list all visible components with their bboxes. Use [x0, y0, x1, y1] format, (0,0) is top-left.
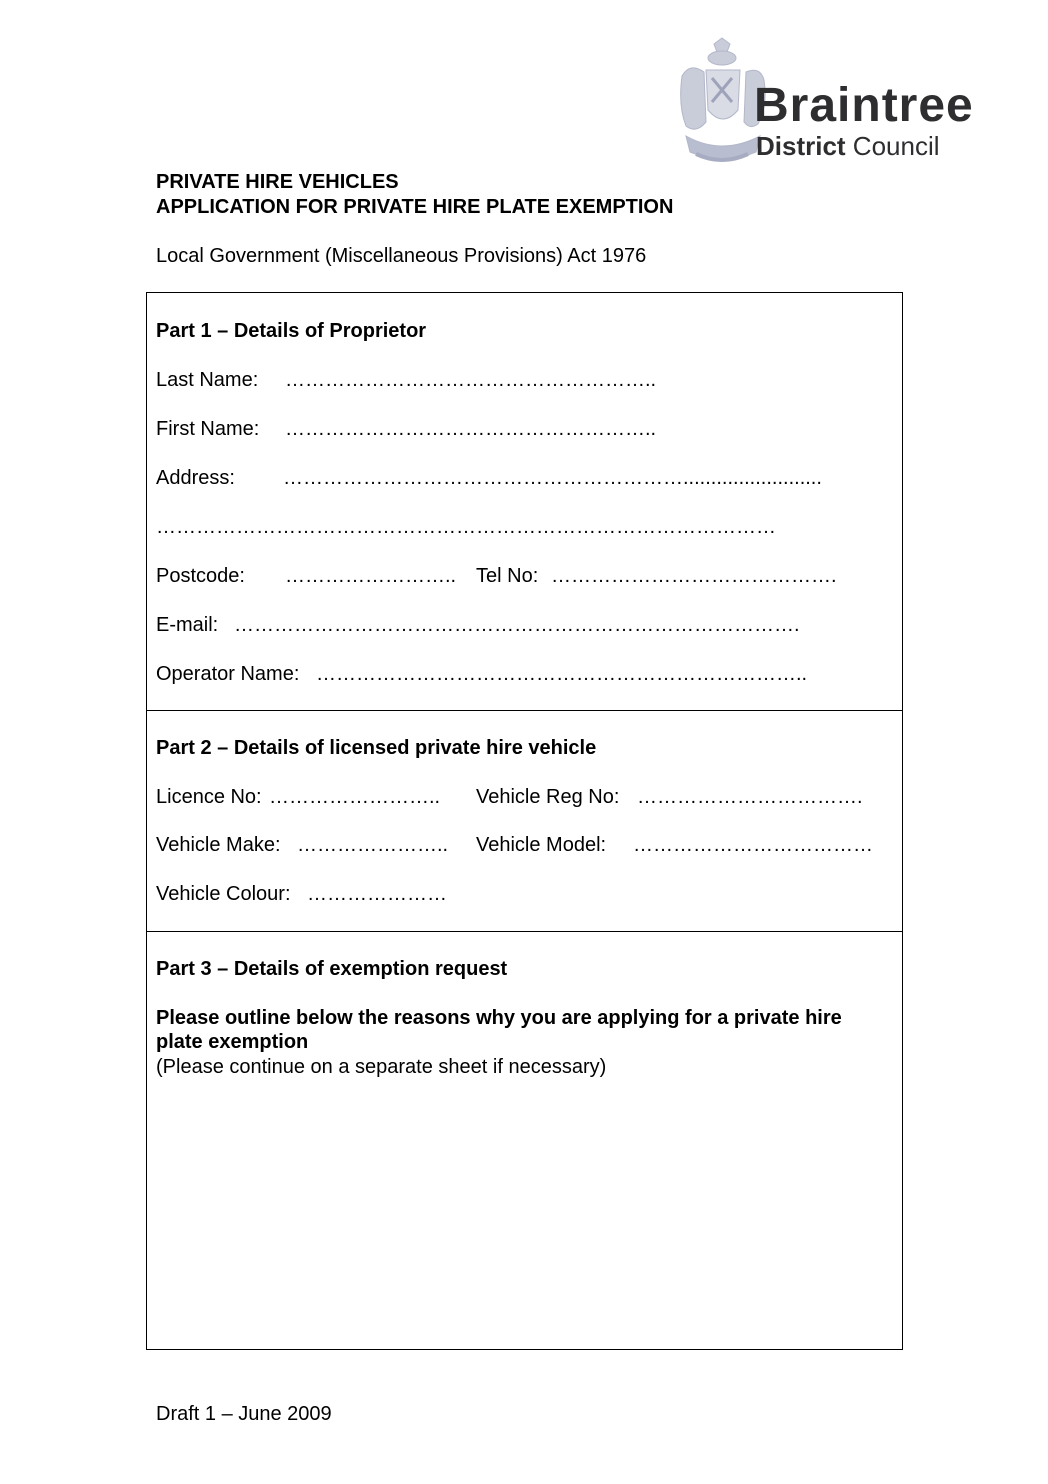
tel-label: Tel No:: [476, 565, 539, 587]
last-name-field[interactable]: ………………………………………………..: [285, 369, 657, 391]
vehicle-make-field[interactable]: …………………..: [297, 834, 449, 856]
legislation-reference: Local Government (Miscellaneous Provisions) Act 1976: [156, 245, 647, 267]
address-field[interactable]: …………………………………………………….........................: [283, 467, 822, 489]
licence-no-field[interactable]: ……………………..: [269, 786, 441, 808]
address-label: Address:: [156, 467, 235, 489]
part3-title: Part 3 – Details of exemption request: [156, 958, 508, 980]
exemption-reason-area[interactable]: [156, 1087, 891, 1337]
part2-title: Part 2 – Details of licensed private hire vehicle: [156, 737, 597, 759]
part1-title: Part 1 – Details of Proprietor: [156, 320, 427, 342]
vehicle-model-field[interactable]: ………………………………: [633, 834, 873, 856]
part2-section: [146, 710, 903, 932]
operator-name-label: Operator Name:: [156, 663, 300, 685]
last-name-label: Last Name:: [156, 369, 259, 391]
form-heading: [156, 170, 673, 220]
logo-sub-bold: District: [756, 131, 846, 161]
logo-name: Braintree: [754, 79, 974, 132]
heading-line-2: APPLICATION FOR PRIVATE HIRE PLATE EXEMPTION: [156, 196, 674, 218]
vehicle-make-label: Vehicle Make:: [156, 834, 281, 856]
vehicle-colour-field[interactable]: …………………: [307, 883, 447, 905]
tel-field[interactable]: …………………………………….: [551, 565, 837, 587]
vehicle-colour-label: Vehicle Colour:: [156, 883, 291, 905]
email-label: E-mail:: [156, 614, 219, 636]
logo-sub-rest: Council: [845, 131, 940, 161]
vehicle-reg-label: Vehicle Reg No:: [476, 786, 620, 808]
part3-section: [146, 931, 903, 1350]
draft-footer: Draft 1 – June 2009: [156, 1403, 332, 1425]
email-field[interactable]: ………………………………………………………………………….: [234, 614, 800, 636]
postcode-label: Postcode:: [156, 565, 245, 587]
vehicle-reg-field[interactable]: …………………………….: [637, 786, 863, 808]
postcode-field[interactable]: ……………………..: [285, 565, 457, 587]
licence-no-label: Licence No:: [156, 786, 262, 808]
operator-name-field[interactable]: ………………………………………………………………..: [316, 663, 808, 685]
coat-of-arms-icon: [676, 36, 766, 176]
council-logo: [676, 36, 1006, 176]
part1-section: [146, 292, 903, 711]
first-name-label: First Name:: [156, 418, 260, 440]
logo-subtitle: [756, 133, 940, 159]
first-name-field[interactable]: ………………………………………………..: [285, 418, 657, 440]
part3-instruction: Please outline below the reasons why you are applying for a private hire plate exemption: [156, 1007, 842, 1053]
address-field-line-2[interactable]: …………………………………………………………………………………: [156, 516, 776, 538]
heading-line-1: PRIVATE HIRE VEHICLES: [156, 171, 399, 193]
part3-note: (Please continue on a separate sheet if necessary): [156, 1056, 607, 1078]
vehicle-model-label: Vehicle Model:: [476, 834, 607, 856]
